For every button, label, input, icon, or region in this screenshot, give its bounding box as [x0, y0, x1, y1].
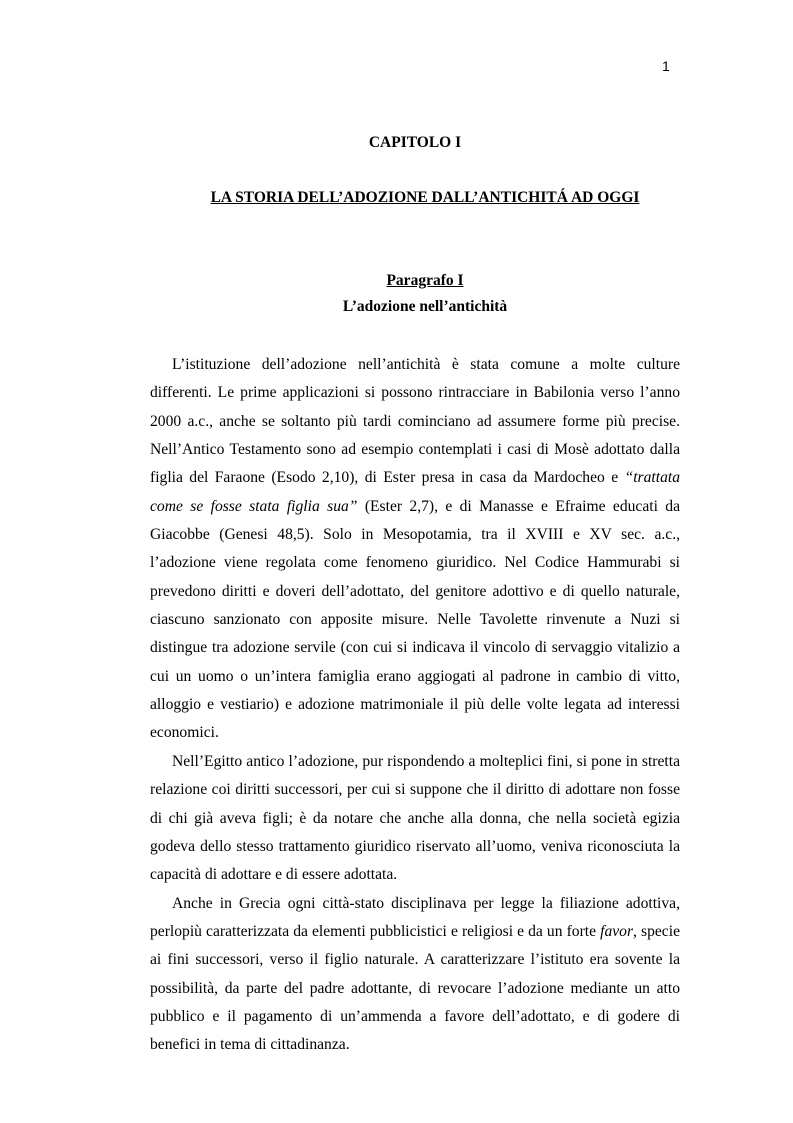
paragraph-3-part-a: Anche in Grecia ogni città-stato disciplinava per legge la filiazione adottiva, perlopiù caratterizzata da elementi pubblicistici e religiosi e da un forte [150, 894, 680, 940]
section-title: L’adozione nell’antichità [342, 298, 508, 315]
paragraph-1 [150, 351, 680, 748]
chapter-title: LA STORIA DELL’ADOZIONE DALL’ANTICHITÁ AD OGGI [210, 189, 640, 206]
paragraph-1-part-a: L’istituzione dell’adozione nell’antichità è stata comune a molte culture differenti. Le prime applicazioni si possono rintracciare in Babilonia verso l’anno 2000 a.c., anche se soltanto più tardi cominciano ad assumere forme più precise. Nell’Antico Testamento sono ad esempio contemplati i casi di Mosè adottato dalla figlia del Faraone (Esodo 2,10), di Ester presa in casa da Mardocheo e [150, 356, 680, 487]
paragraph-3-favor: favor [600, 922, 634, 940]
paragraph-2: Nell’Egitto antico l’adozione, pur rispondendo a molteplici fini, si pone in stretta relazione coi diritti successori, per cui si suppone che il diritto di adottare non fosse di chi già aveva figli; è da notare che anche alla donna, che nella società egizia godeva dello stesso trattamento giuridico riservato all’uomo, veniva riconosciuta la capacità di adottare e di essere adottata. [150, 752, 680, 884]
paragraph-1-part-b: (Ester 2,7), e di Manasse e Efraime educati da Giacobbe (Genesi 48,5). Solo in Mesopotamia, tra il XVIII e XV sec. a.c., l’adozione viene regolata come fenomeno giuridico. Nel Codice Hammurabi si prevedono diritti e doveri dell’adottato, del genitore adottivo e di quello naturale, ciascuno sanzionato con apposite misure. Nelle Tavolette rinvenute a Nuzi si distingue tra adozione servile (con cui si indicava il vincolo di servaggio vitalizio a cui un uomo o un’intera famiglia erano aggiogati al padrone in cambio di vitto, alloggio e vestiario) e adozione matrimoniale il più delle volte legata ad interessi economici. [150, 497, 681, 742]
chapter-heading: CAPITOLO I [368, 134, 462, 151]
page-number: 1 [662, 58, 670, 74]
section-label: Paragrafo I [386, 272, 464, 289]
paragraph-1-quote: “trattata come se fosse stata figlia sua” [150, 469, 680, 515]
body-text [150, 351, 680, 1060]
paragraph-3 [150, 890, 680, 1060]
paragraph-3-part-b: , specie ai fini successori, verso il figlio naturale. A caratterizzare l’istituto era sovente la possibilità, da parte del padre adottante, di revocare l’adozione mediante un atto pubblico e il pagamento di un’ammenda a favore dell’adottato, e di godere di benefici in tema di cittadinanza. [150, 922, 680, 1054]
